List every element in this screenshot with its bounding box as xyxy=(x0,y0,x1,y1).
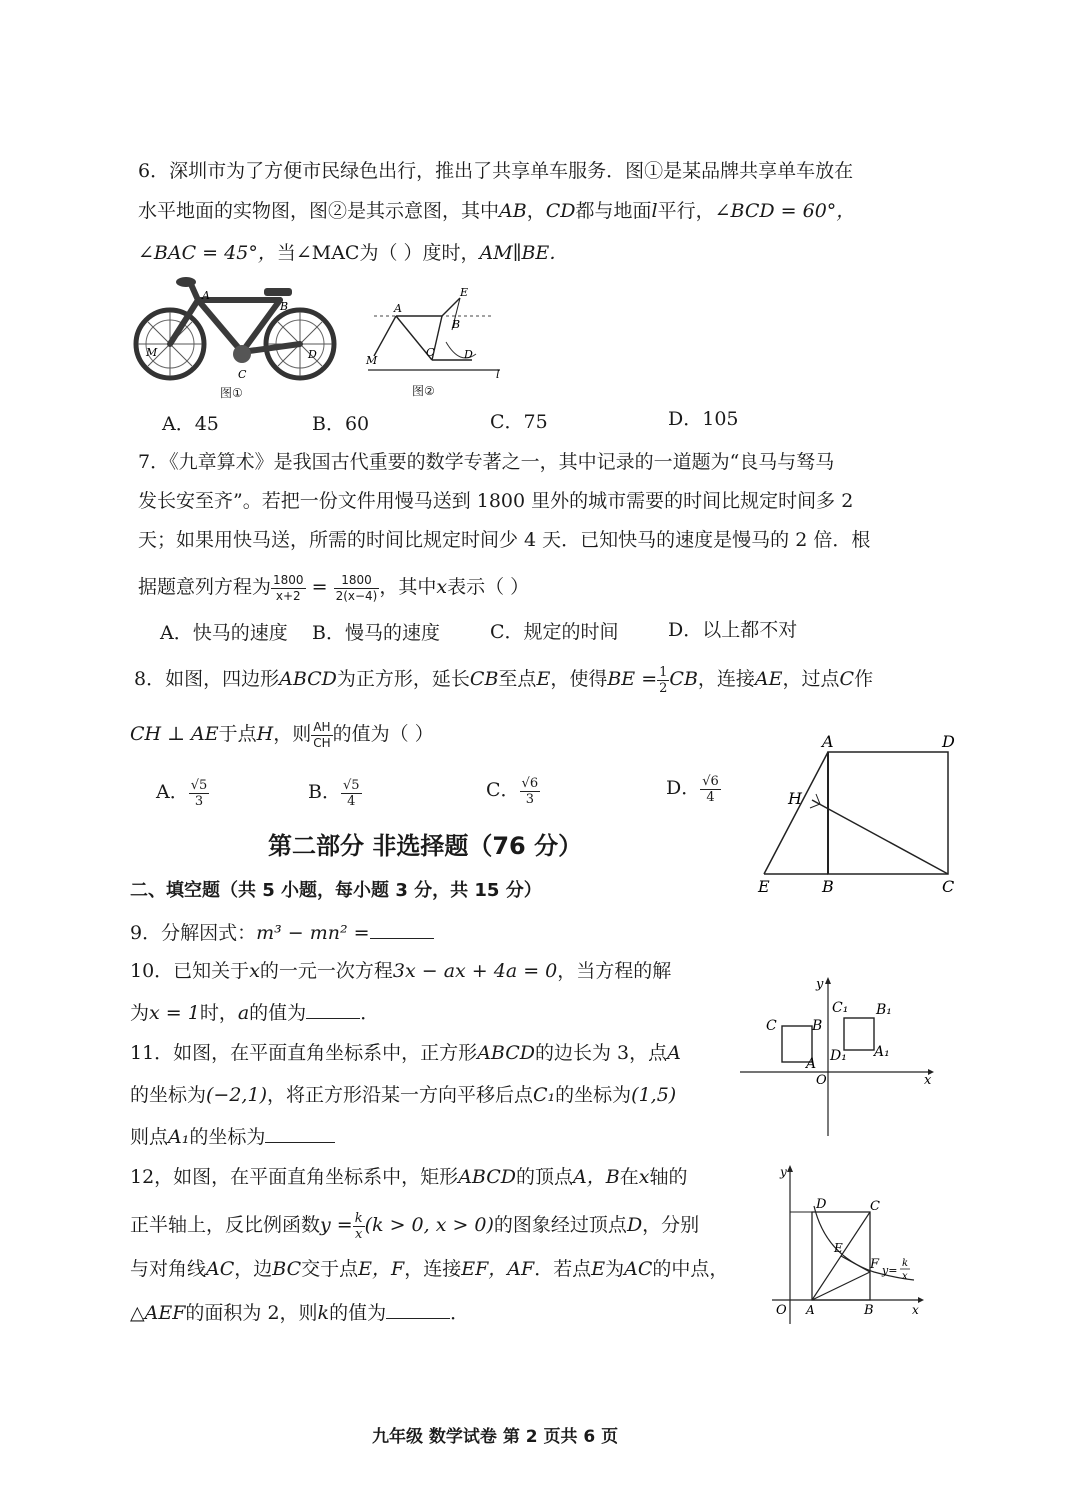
q6-line3: ∠BAC = 45°，当∠MAC为（ ）度时，AM∥BE． xyxy=(138,242,569,264)
q12-fig-fn-den: x xyxy=(902,1271,908,1282)
q12-fig-label-c: C xyxy=(870,1199,880,1214)
q8-fig-label-h: H xyxy=(788,789,802,808)
q7-option-a[interactable]: A．快马的速度 xyxy=(160,622,288,644)
q8-option-a[interactable]: A． $\frac{√5}{3}$ xyxy=(156,777,208,809)
q6-line2: 水平地面的实物图，图②是其示意图，其中AB，CD都与地面l平行，∠BCD = 60°， xyxy=(138,200,856,222)
q11-fig-label-b1: B₁ xyxy=(876,1002,892,1018)
q12-fig-label-b: B xyxy=(864,1303,874,1318)
q11-fig-label-x: x xyxy=(924,1073,932,1088)
q12-hyperbola-figure xyxy=(756,1160,932,1332)
q7-line1: 7．《九章算术》是我国古代重要的数学专著之一，其中记录的一道题为“良马与驽马 xyxy=(138,451,835,473)
q11-fig-label-c1: C₁ xyxy=(832,1000,849,1016)
q12-fig-fn-label: y= xyxy=(882,1264,898,1277)
fig2-caption: 图② xyxy=(412,384,435,398)
q10-line2: 为x = 1时，a的值为 ． xyxy=(130,998,379,1026)
q8-half-frac: $\frac{1}{2}$ xyxy=(659,664,668,696)
bicycle-photo-figure xyxy=(132,272,344,390)
q11-line3: 则点A₁的坐标为 xyxy=(130,1122,335,1150)
q7-line4: 据题意列方程为 $\frac{1800}{x+2}$ = $\frac{1800}{2(x-4)}$ ，其中x表示（ ） xyxy=(138,572,530,603)
fig2-label-l: l xyxy=(496,368,500,381)
q7-line3: 天；如果用快马送，所需的时间比规定时间少 4 天．已知快马的速度是慢马的 2 倍．根 xyxy=(138,529,871,551)
q8-line2: CH ⊥ AE于点H，则 $\frac{AH}{CH}$ 的值为（ ） xyxy=(130,719,434,750)
q6-option-a[interactable]: A．45 xyxy=(162,413,219,435)
fig1-label-m: M xyxy=(146,346,158,359)
fig2-label-e: E xyxy=(460,286,469,299)
q12-line2: 正半轴上，反比例函数y = $\frac{k}{x}$ (k > 0, x > 0)的图象经过顶点D，分别 xyxy=(130,1210,700,1242)
q12-fig-label-f: F xyxy=(870,1257,880,1272)
q8-square-figure xyxy=(750,730,966,900)
q11-fig-label-a1: A₁ xyxy=(874,1044,890,1060)
q11-fig-label-o: O xyxy=(816,1073,827,1088)
fig1-caption: 图① xyxy=(220,386,243,400)
fig2-label-m: M xyxy=(366,354,378,367)
q12-line1: 12，如图，在平面直角坐标系中，矩形ABCD的顶点A，B在x轴的 xyxy=(130,1166,688,1188)
q7-option-c[interactable]: C．规定的时间 xyxy=(490,621,619,643)
fig2-label-d: D xyxy=(464,348,473,361)
fig1-label-b: B xyxy=(280,300,289,313)
q8-fig-label-b: B xyxy=(822,877,834,896)
q8-fig-label-e: E xyxy=(758,877,770,896)
q8-line1: 8．如图，四边形ABCD为正方形，延长CB至点E，使得BE = $\frac{1}{2}$ CB，连接AE，过点C作 xyxy=(134,664,874,696)
q11-fig-label-y: y xyxy=(816,977,824,992)
q12-answer-blank[interactable] xyxy=(386,1298,450,1319)
fig1-label-d: D xyxy=(308,348,317,361)
q7-option-d[interactable]: D．以上都不对 xyxy=(668,619,798,641)
q11-answer-blank[interactable] xyxy=(265,1122,335,1143)
q8-fig-label-d: D xyxy=(942,732,955,751)
q11-fig-label-d1: D₁ xyxy=(830,1048,847,1064)
q12-line3: 与对角线AC，边BC交于点E，F，连接EF，AF．若点E为AC的中点， xyxy=(130,1258,729,1280)
part2-title: 第二部分 非选择题（76 分） xyxy=(268,832,583,860)
bicycle-schematic-figure xyxy=(360,284,510,382)
fig2-label-a: A xyxy=(394,302,402,315)
page-footer: 九年级 数学试卷 第 2 页共 6 页 xyxy=(372,1427,619,1447)
q8-option-c[interactable]: C． $\frac{√6}{3}$ xyxy=(486,775,539,807)
q9-line: 9．分解因式：m³ − mn² = xyxy=(130,918,434,946)
q12-line4: △AEF的面积为 2，则k的值为 ． xyxy=(130,1298,469,1326)
q10-line1: 10．已知关于x的一元一次方程3x − ax + 4a = 0，当方程的解 xyxy=(130,960,672,982)
q9-answer-blank[interactable] xyxy=(370,918,434,939)
fill-blank-section-heading: 二、填空题（共 5 小题，每小题 3 分，共 15 分） xyxy=(130,880,542,901)
q12-k-frac: $\frac{k}{x}$ xyxy=(354,1210,363,1242)
fig2-label-c: C xyxy=(426,346,435,359)
q11-coordinate-figure xyxy=(736,972,940,1140)
q8-fig-label-c: C xyxy=(942,877,955,896)
q11-fig-label-c: C xyxy=(766,1018,777,1034)
q12-fig-fn-num: k xyxy=(902,1258,909,1269)
q11-fig-label-b: B xyxy=(812,1018,823,1034)
q12-fig-label-e: E xyxy=(834,1241,843,1255)
q7-frac1: $\frac{1800}{x+2}$ xyxy=(273,572,304,603)
fig2-label-b: B xyxy=(452,318,461,331)
q8-ratio-frac: $\frac{AH}{CH}$ xyxy=(313,719,331,750)
q12-fig-label-y: y xyxy=(780,1165,787,1179)
q6-option-b[interactable]: B．60 xyxy=(312,413,370,435)
q12-fig-label-d: D xyxy=(816,1197,827,1212)
q12-fig-label-x: x xyxy=(912,1303,919,1317)
q6-option-d[interactable]: D．105 xyxy=(668,408,739,430)
q12-fig-label-a: A xyxy=(806,1303,815,1317)
q8-option-d[interactable]: D． $\frac{√6}{4}$ xyxy=(666,773,719,805)
q11-line2: 的坐标为(−2,1)，将正方形沿某一方向平移后点C₁的坐标为(1,5) xyxy=(130,1084,677,1106)
q6-line1: 6．深圳市为了方便市民绿色出行，推出了共享单车服务．图①是某品牌共享单车放在 xyxy=(138,160,854,182)
fig1-label-c: C xyxy=(238,368,247,381)
q11-line1: 11．如图，在平面直角坐标系中，正方形ABCD的边长为 3，点A xyxy=(130,1042,681,1064)
q7-frac2: $\frac{1800}{2(x-4)}$ xyxy=(335,572,378,603)
q8-option-b[interactable]: B． $\frac{√5}{4}$ xyxy=(308,777,360,809)
q7-line2: 发长安至齐”。若把一份文件用慢马送到 1800 里外的城市需要的时间比规定时间多 2 xyxy=(138,490,854,512)
q10-answer-blank[interactable] xyxy=(306,998,360,1019)
q12-fig-label-o: O xyxy=(776,1303,787,1318)
fig1-label-a: A xyxy=(202,289,210,302)
q11-fig-label-a: A xyxy=(806,1056,817,1072)
q8-fig-label-a: A xyxy=(822,732,834,751)
q6-option-c[interactable]: C．75 xyxy=(490,411,548,433)
q7-option-b[interactable]: B．慢马的速度 xyxy=(312,622,440,644)
